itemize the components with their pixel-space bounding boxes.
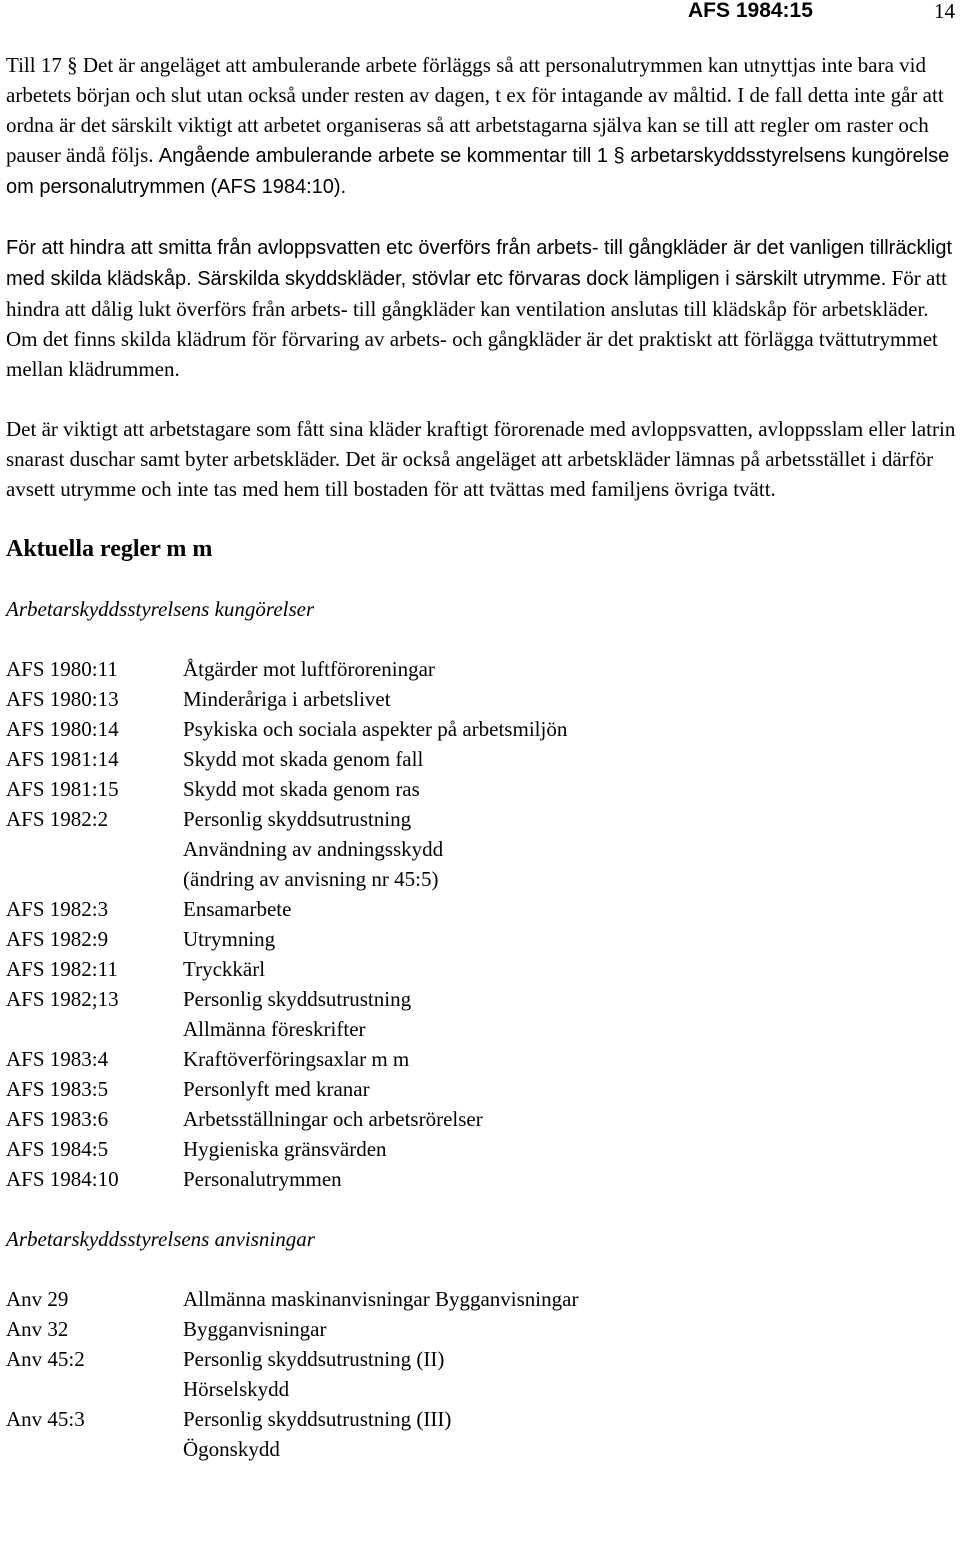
- list-item: [6, 834, 956, 864]
- regulation-code: [6, 864, 183, 894]
- list-item: [6, 714, 956, 744]
- regulation-code: AFS 1980:11: [6, 657, 118, 681]
- regulation-code: Anv 32: [6, 1317, 69, 1341]
- regulation-title: Hörselskydd: [183, 1377, 290, 1401]
- regulation-title: Allmänna maskinanvisningar Bygganvisningar: [183, 1287, 579, 1311]
- regulation-title: Bygganvisningar: [183, 1317, 327, 1341]
- list-item: [6, 684, 956, 714]
- list-item: [6, 654, 956, 684]
- paragraph-text: Angående ambulerande arbete se kommentar till 1 § arbetarskyddsstyrelsens kungörelse om personalutrymmen (AFS 1984:10).: [6, 145, 950, 198]
- regulation-code: AFS 1983:6: [6, 1107, 109, 1131]
- list-item: [6, 1404, 956, 1434]
- regulation-title: Personalutrymmen: [183, 1167, 342, 1191]
- regulation-title: Personlyft med kranar: [183, 1077, 370, 1101]
- page-number: 14: [934, 0, 955, 23]
- list-item: [6, 774, 956, 804]
- regulation-title: Utrymning: [183, 927, 276, 951]
- regulation-title: Ögonskydd: [183, 1437, 280, 1461]
- list-item: [6, 804, 956, 834]
- list-item: [6, 1434, 956, 1464]
- anvisningar-heading: Arbetarskyddsstyrelsens anvisningar: [6, 1227, 315, 1251]
- paragraph-text: För att hindra att smitta från avloppsvatten etc överförs från arbets- till gångkläder är det vanligen tillräckligt med skilda klädskåp. Särskilda skyddskläder, stövlar etc förvaras dock lämpligen i särskilt utrymme.: [6, 237, 953, 290]
- regulation-code: AFS 1984:5: [6, 1137, 109, 1161]
- regulation-code: [6, 1434, 183, 1464]
- regulation-title: Skydd mot skada genom fall: [183, 747, 424, 771]
- regulation-code: AFS 1984:10: [6, 1167, 119, 1191]
- list-item: [6, 1374, 956, 1404]
- regulation-code: Anv 29: [6, 1287, 69, 1311]
- kungorelser-list: [6, 654, 956, 1194]
- kungorelser-heading: Arbetarskyddsstyrelsens kungörelser: [6, 597, 315, 621]
- paragraph-text: För att hindra att dålig lukt överförs från arbets- till gångkläder kan ventilation anslutas till klädskåp för arbetskläder. Om det finns skilda klädrum för förvaring av arbets- och gångkläder är det praktiskt att förlägga tvättutrymmet mellan klädrummen.: [6, 266, 948, 381]
- commentary-paragraph-2: [6, 232, 956, 384]
- regulation-code: AFS 1982:9: [6, 927, 109, 951]
- regulation-title: Personlig skyddsutrustning (II): [183, 1347, 445, 1371]
- regulation-title: Ensamarbete: [183, 897, 292, 921]
- regulation-code: AFS 1983:4: [6, 1047, 109, 1071]
- regulation-title: Arbetsställningar och arbetsrörelser: [183, 1107, 483, 1131]
- list-item: [6, 894, 956, 924]
- regulation-title: Psykiska och sociala aspekter på arbetsmiljön: [183, 717, 568, 741]
- commentary-paragraph-1: [6, 50, 956, 202]
- regulation-code: [6, 834, 183, 864]
- section-heading: Aktuella regler m m: [6, 536, 213, 562]
- regulation-title: Personlig skyddsutrustning (III): [183, 1407, 452, 1431]
- list-item: [6, 744, 956, 774]
- anvisningar-list: [6, 1284, 956, 1464]
- regulation-title: Minderåriga i arbetslivet: [183, 687, 391, 711]
- list-item: [6, 1014, 956, 1044]
- list-item: [6, 1074, 956, 1104]
- commentary-paragraph-3: Det är viktigt att arbetstagare som fått sina kläder kraftigt förorenade med avloppsvatten, avloppsslam eller latrin snarast duschar samt byter arbetskläder. Det är också angeläget att arbetskläder lämnas på arbetsstället i därför avsett utrymme och inte tas med hem till bostaden för att tvättas med familjens övriga tvätt.: [6, 417, 956, 501]
- list-item: [6, 864, 956, 894]
- regulation-code: AFS 1981:14: [6, 747, 119, 771]
- list-item: [6, 1284, 956, 1314]
- regulation-title: Allmänna föreskrifter: [183, 1017, 366, 1041]
- regulation-code: Anv 45:3: [6, 1407, 85, 1431]
- list-item: [6, 954, 956, 984]
- regulation-code: [6, 1014, 183, 1044]
- regulation-code: AFS 1982:11: [6, 957, 118, 981]
- regulation-title: Skydd mot skada genom ras: [183, 777, 420, 801]
- list-item: [6, 1314, 956, 1344]
- list-item: [6, 1104, 956, 1134]
- regulation-title: Personlig skyddsutrustning: [183, 987, 412, 1011]
- list-item: [6, 1164, 956, 1194]
- regulation-code: AFS 1982;13: [6, 987, 119, 1011]
- page-content: [6, 50, 956, 1464]
- regulation-title: Åtgärder mot luftföroreningar: [183, 657, 435, 681]
- regulation-title: Kraftöverföringsaxlar m m: [183, 1047, 410, 1071]
- list-item: [6, 1044, 956, 1074]
- regulation-code: AFS 1980:14: [6, 717, 119, 741]
- regulation-code: AFS 1983:5: [6, 1077, 109, 1101]
- regulation-title: Personlig skyddsutrustning: [183, 807, 412, 831]
- regulation-code: AFS 1982:3: [6, 897, 109, 921]
- list-item: [6, 924, 956, 954]
- regulation-code: AFS 1982:2: [6, 807, 109, 831]
- paragraph-text: Till 17 § Det är angeläget att ambulerande arbete förläggs så att personalutrymmen kan utnyttjas inte bara vid arbetets början och slut utan också under resten av dagen, t ex för intagande av måltid. I de fall detta inte går att ordna är det särskilt viktigt att arbetet organiseras så att arbetstagarna själva kan se till att regler om raster och pauser ändå följs.: [6, 53, 944, 167]
- list-item: [6, 1134, 956, 1164]
- regulation-title: Tryckkärl: [183, 957, 266, 981]
- regulation-title: Användning av andningsskydd: [183, 837, 444, 861]
- regulation-code: Anv 45:2: [6, 1347, 85, 1371]
- regulation-code: AFS 1981:15: [6, 777, 119, 801]
- regulation-code: AFS 1980:13: [6, 687, 119, 711]
- list-item: [6, 984, 956, 1014]
- document-code: AFS 1984:15: [688, 0, 813, 22]
- regulation-title: Hygieniska gränsvärden: [183, 1137, 387, 1161]
- list-item: [6, 1344, 956, 1374]
- regulation-title: (ändring av anvisning nr 45:5): [183, 867, 439, 891]
- regulation-code: [6, 1374, 183, 1404]
